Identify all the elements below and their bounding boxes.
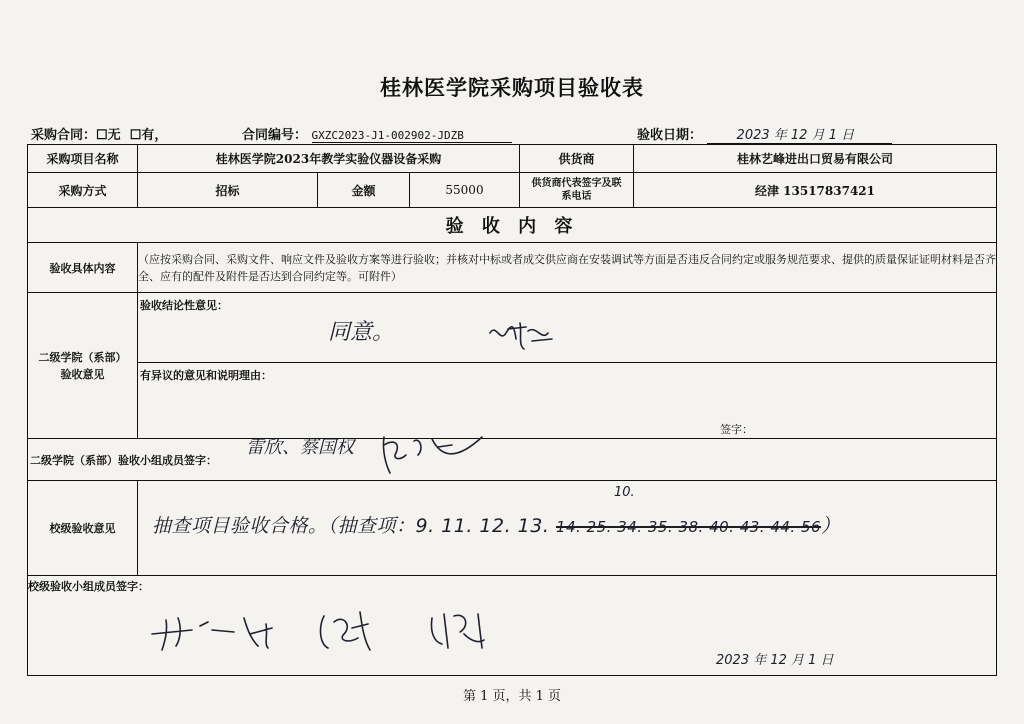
school-members-label: 校级验收小组成员签字： [28, 580, 149, 593]
college-members-cell [28, 439, 997, 481]
method-label: 采购方式 [28, 173, 138, 208]
project-name-label: 采购项目名称 [28, 145, 138, 173]
content-label: 验收具体内容 [28, 243, 138, 293]
conclusion-cell [138, 293, 997, 363]
project-name-row [28, 145, 997, 173]
section-title-row [28, 208, 997, 243]
method-row [28, 173, 997, 208]
page-footer: 第 1 页，共 1 页 [462, 689, 562, 704]
school-opinion-handwriting [152, 511, 841, 538]
content-row [28, 243, 997, 293]
amount-value: 55000 [410, 173, 520, 208]
objection-row [28, 363, 997, 439]
supplier-rep-value: 经津 13517837421 [634, 173, 997, 208]
objection-sign-label: 签字： [720, 423, 753, 436]
acceptance-form-table [27, 144, 997, 676]
contract-none-checkbox[interactable]: ☐无 [96, 128, 121, 143]
acceptance-date-row [637, 124, 892, 144]
conclusion-row [28, 293, 997, 363]
section-title: 验 收 内 容 [28, 208, 997, 243]
supplier-rep-label: 供货商代表签字及联系电话 [520, 173, 634, 208]
school-opinion-label: 校级验收意见 [28, 481, 138, 576]
college-member-signature-mark [378, 429, 488, 481]
acceptance-date-label: 验收日期： [637, 128, 703, 143]
contract-number-label: 合同编号： [242, 128, 308, 143]
college-members-label: 二级学院（系部）验收小组成员签字： [30, 454, 217, 467]
school-members-cell [28, 576, 997, 676]
contract-number-value: GXZC2023-J1-002902-JDZB [312, 129, 512, 143]
college-members-row [28, 439, 997, 481]
college-signature-mark [486, 319, 556, 355]
school-members-row [28, 576, 997, 676]
school-opinion-row [28, 481, 997, 576]
amount-label: 金额 [318, 173, 410, 208]
conclusion-label: 验收结论性意见： [140, 299, 228, 312]
method-value: 招标 [138, 173, 318, 208]
contract-row [31, 124, 167, 143]
objection-label: 有异议的意见和说明理由： [140, 369, 272, 382]
school-member-signatures [148, 604, 508, 654]
project-name-value: 桂林医学院2023年教学实验仪器设备采购 [138, 145, 520, 173]
college-members-handwriting: 雷欣、蔡国权 [246, 437, 354, 458]
school-opinion-insert: 10. [614, 485, 635, 500]
page-title: 桂林医学院采购项目验收表 [380, 75, 644, 100]
objection-cell [138, 363, 997, 439]
contract-yes-checkbox[interactable]: ☐有， [129, 128, 168, 143]
supplier-label: 供货商 [520, 145, 634, 173]
school-opinion-text: 抽查项目验收合格。（抽查项：9. 11. 12. 13. [152, 515, 550, 537]
contract-label: 采购合同： [31, 128, 97, 143]
supplier-value: 桂林艺峰进出口贸易有限公司 [634, 145, 997, 173]
acceptance-date-value: 2023 年 12 月 1 日 [707, 124, 892, 144]
content-text: （应按采购合同、采购文件、响应文件及验收方案等进行验收；并核对中标或者成交供应商在安装调试等方面是否违反合同约定或服务规范要求、提供的质量保证证明材料是否齐全、应有的配件及附件是否达到合同约定等。可附件） [138, 243, 997, 293]
college-opinion-label: 二级学院（系部）验收意见 [28, 293, 138, 439]
contract-number-row [242, 124, 512, 143]
school-opinion-cell [138, 481, 997, 576]
school-members-date: 2023 年 12 月 1 日 [716, 653, 834, 668]
school-opinion-close: ） [821, 515, 841, 537]
conclusion-handwriting: 同意。 [328, 320, 395, 345]
school-opinion-struck-items: 14. 25. 34. 35. 38. 40. 43. 44. 56 [555, 518, 822, 536]
